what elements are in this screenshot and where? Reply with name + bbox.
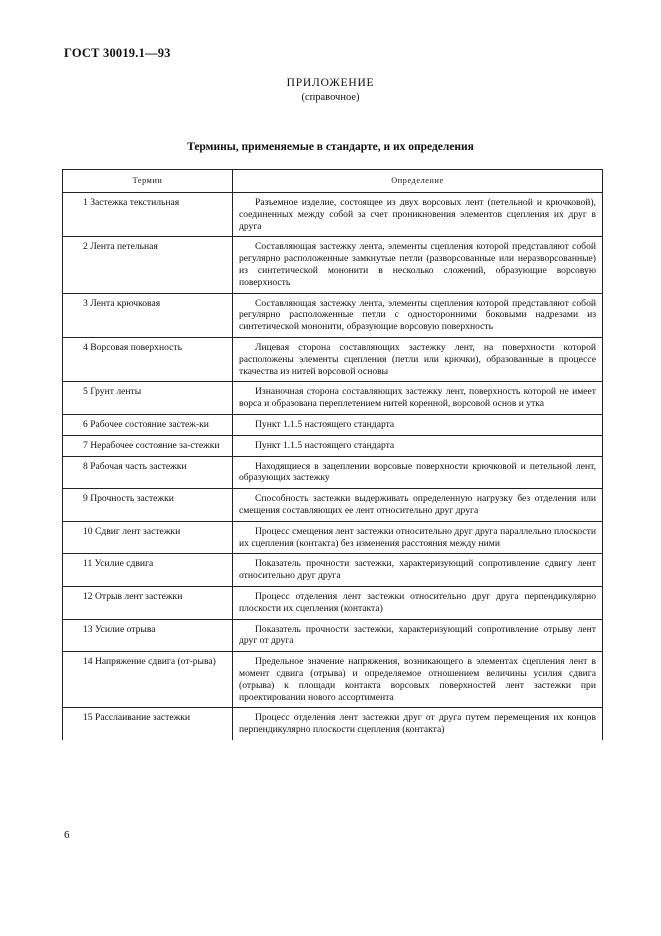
- term-cell: 10 Сдвиг лент застежки: [63, 521, 233, 554]
- term-cell: 2 Лента петельная: [63, 237, 233, 293]
- section-title: Термины, применяемые в стандарте, и их определения: [187, 141, 474, 153]
- term-cell: 6 Рабочее состояние застеж-ки: [63, 414, 233, 435]
- term-cell: 14 Напряжение сдвига (от-рыва): [63, 652, 233, 708]
- terms-table-body: [63, 193, 603, 740]
- term-cell: 1 Застежка текстильная: [63, 193, 233, 237]
- definition-cell: Процесс отделения лент застежки друг от друга путем перемещения их концов перпендикулярно плоскости сцепления (контакта): [233, 708, 603, 740]
- table-row: [63, 293, 603, 337]
- definition-cell: Способность застежки выдерживать определенную нагрузку без отделения или смещения составляющих ее лент относительно друг друга: [233, 489, 603, 522]
- table-row: [63, 586, 603, 619]
- table-row: [63, 456, 603, 489]
- term-cell: 7 Нерабочее состояние за-стежки: [63, 435, 233, 456]
- definition-cell: Изнаночная сторона составляющих застежку лент, поверхность которой не имеет ворса и образована переплетением нитей коренной, ворсовой основ и утка: [233, 382, 603, 415]
- table-row: [63, 337, 603, 381]
- term-cell: 11 Усилие сдвига: [63, 554, 233, 587]
- term-cell: 13 Усилие отрыва: [63, 619, 233, 652]
- table-row: [63, 382, 603, 415]
- definition-cell: Процесс смещения лент застежки относительно друг друга параллельно плоскости их сцепления (контакта) без изменения расстояния между ними: [233, 521, 603, 554]
- appendix-subtitle: (справочное): [301, 92, 360, 103]
- table-row: [63, 237, 603, 293]
- table-row: [63, 619, 603, 652]
- table-row: [63, 708, 603, 740]
- column-header-term: Термин: [63, 170, 233, 193]
- column-header-definition: Определение: [233, 170, 603, 193]
- table-row: [63, 414, 603, 435]
- page-number: 6: [64, 829, 70, 841]
- table-row: [63, 652, 603, 708]
- term-cell: 15 Расслаивание застежки: [63, 708, 233, 740]
- definition-cell: Пункт 1.1.5 настоящего стандарта: [233, 435, 603, 456]
- document-id: ГОСТ 30019.1—93: [64, 46, 171, 60]
- definition-cell: Составляющая застежку лента, элементы сцепления которой представляют собой регулярно расположенные петли с односторонними боковыми надрезами из синтетической мононити, образующие ворсовую поверхность: [233, 293, 603, 337]
- table-row: [63, 521, 603, 554]
- definition-cell: Предельное значение напряжения, возникающего в элементах сцепления лент в момент сдвига (отрыва) и определяемое отношением величины усилия сдвига (отрыва) к площади контакта ворсовых поверхностей лент застежки при проектировании нового ассортимента: [233, 652, 603, 708]
- table-row: [63, 435, 603, 456]
- term-cell: 9 Прочность застежки: [63, 489, 233, 522]
- table-header-row: [63, 170, 603, 193]
- definition-cell: Показатель прочности застежки, характеризующий сопротивление сдвигу лент относительно друг друга: [233, 554, 603, 587]
- term-cell: 8 Рабочая часть застежки: [63, 456, 233, 489]
- table-row: [63, 554, 603, 587]
- definition-cell: Составляющая застежку лента, элементы сцепления которой представляют собой регулярно расположенные замкнутые петли (разворсованные или неразворсованные) из синтетической мононити в несколько сложений, образующие ворсовую поверхность: [233, 237, 603, 293]
- definition-cell: Пункт 1.1.5 настоящего стандарта: [233, 414, 603, 435]
- terms-table: [62, 169, 603, 740]
- appendix-title: ПРИЛОЖЕНИЕ: [286, 77, 375, 89]
- definition-cell: Находящиеся в зацеплении ворсовые поверхности крючковой и петельной лент, образующих застежку: [233, 456, 603, 489]
- definition-cell: Показатель прочности застежки, характеризующий сопротивление отрыву лент друг от друга: [233, 619, 603, 652]
- term-cell: 4 Ворсовая поверхность: [63, 337, 233, 381]
- table-row: [63, 489, 603, 522]
- term-cell: 12 Отрыв лент застежки: [63, 586, 233, 619]
- definition-cell: Процесс отделения лент застежки относительно друг друга перпендикулярно плоскости их сцепления (контакта): [233, 586, 603, 619]
- table-row: [63, 193, 603, 237]
- definition-cell: Лицевая сторона составляющих застежку лент, на поверхности которой расположены элементы сцепления (петли или крючки), образованные в процессе ткачества из нитей ворсовой основы: [233, 337, 603, 381]
- term-cell: 5 Грунт ленты: [63, 382, 233, 415]
- term-cell: 3 Лента крючковая: [63, 293, 233, 337]
- definition-cell: Разъемное изделие, состоящее из двух ворсовых лент (петельной и крючковой), соединенных между собой за счет проникновения элементов сцепления их друг в друга: [233, 193, 603, 237]
